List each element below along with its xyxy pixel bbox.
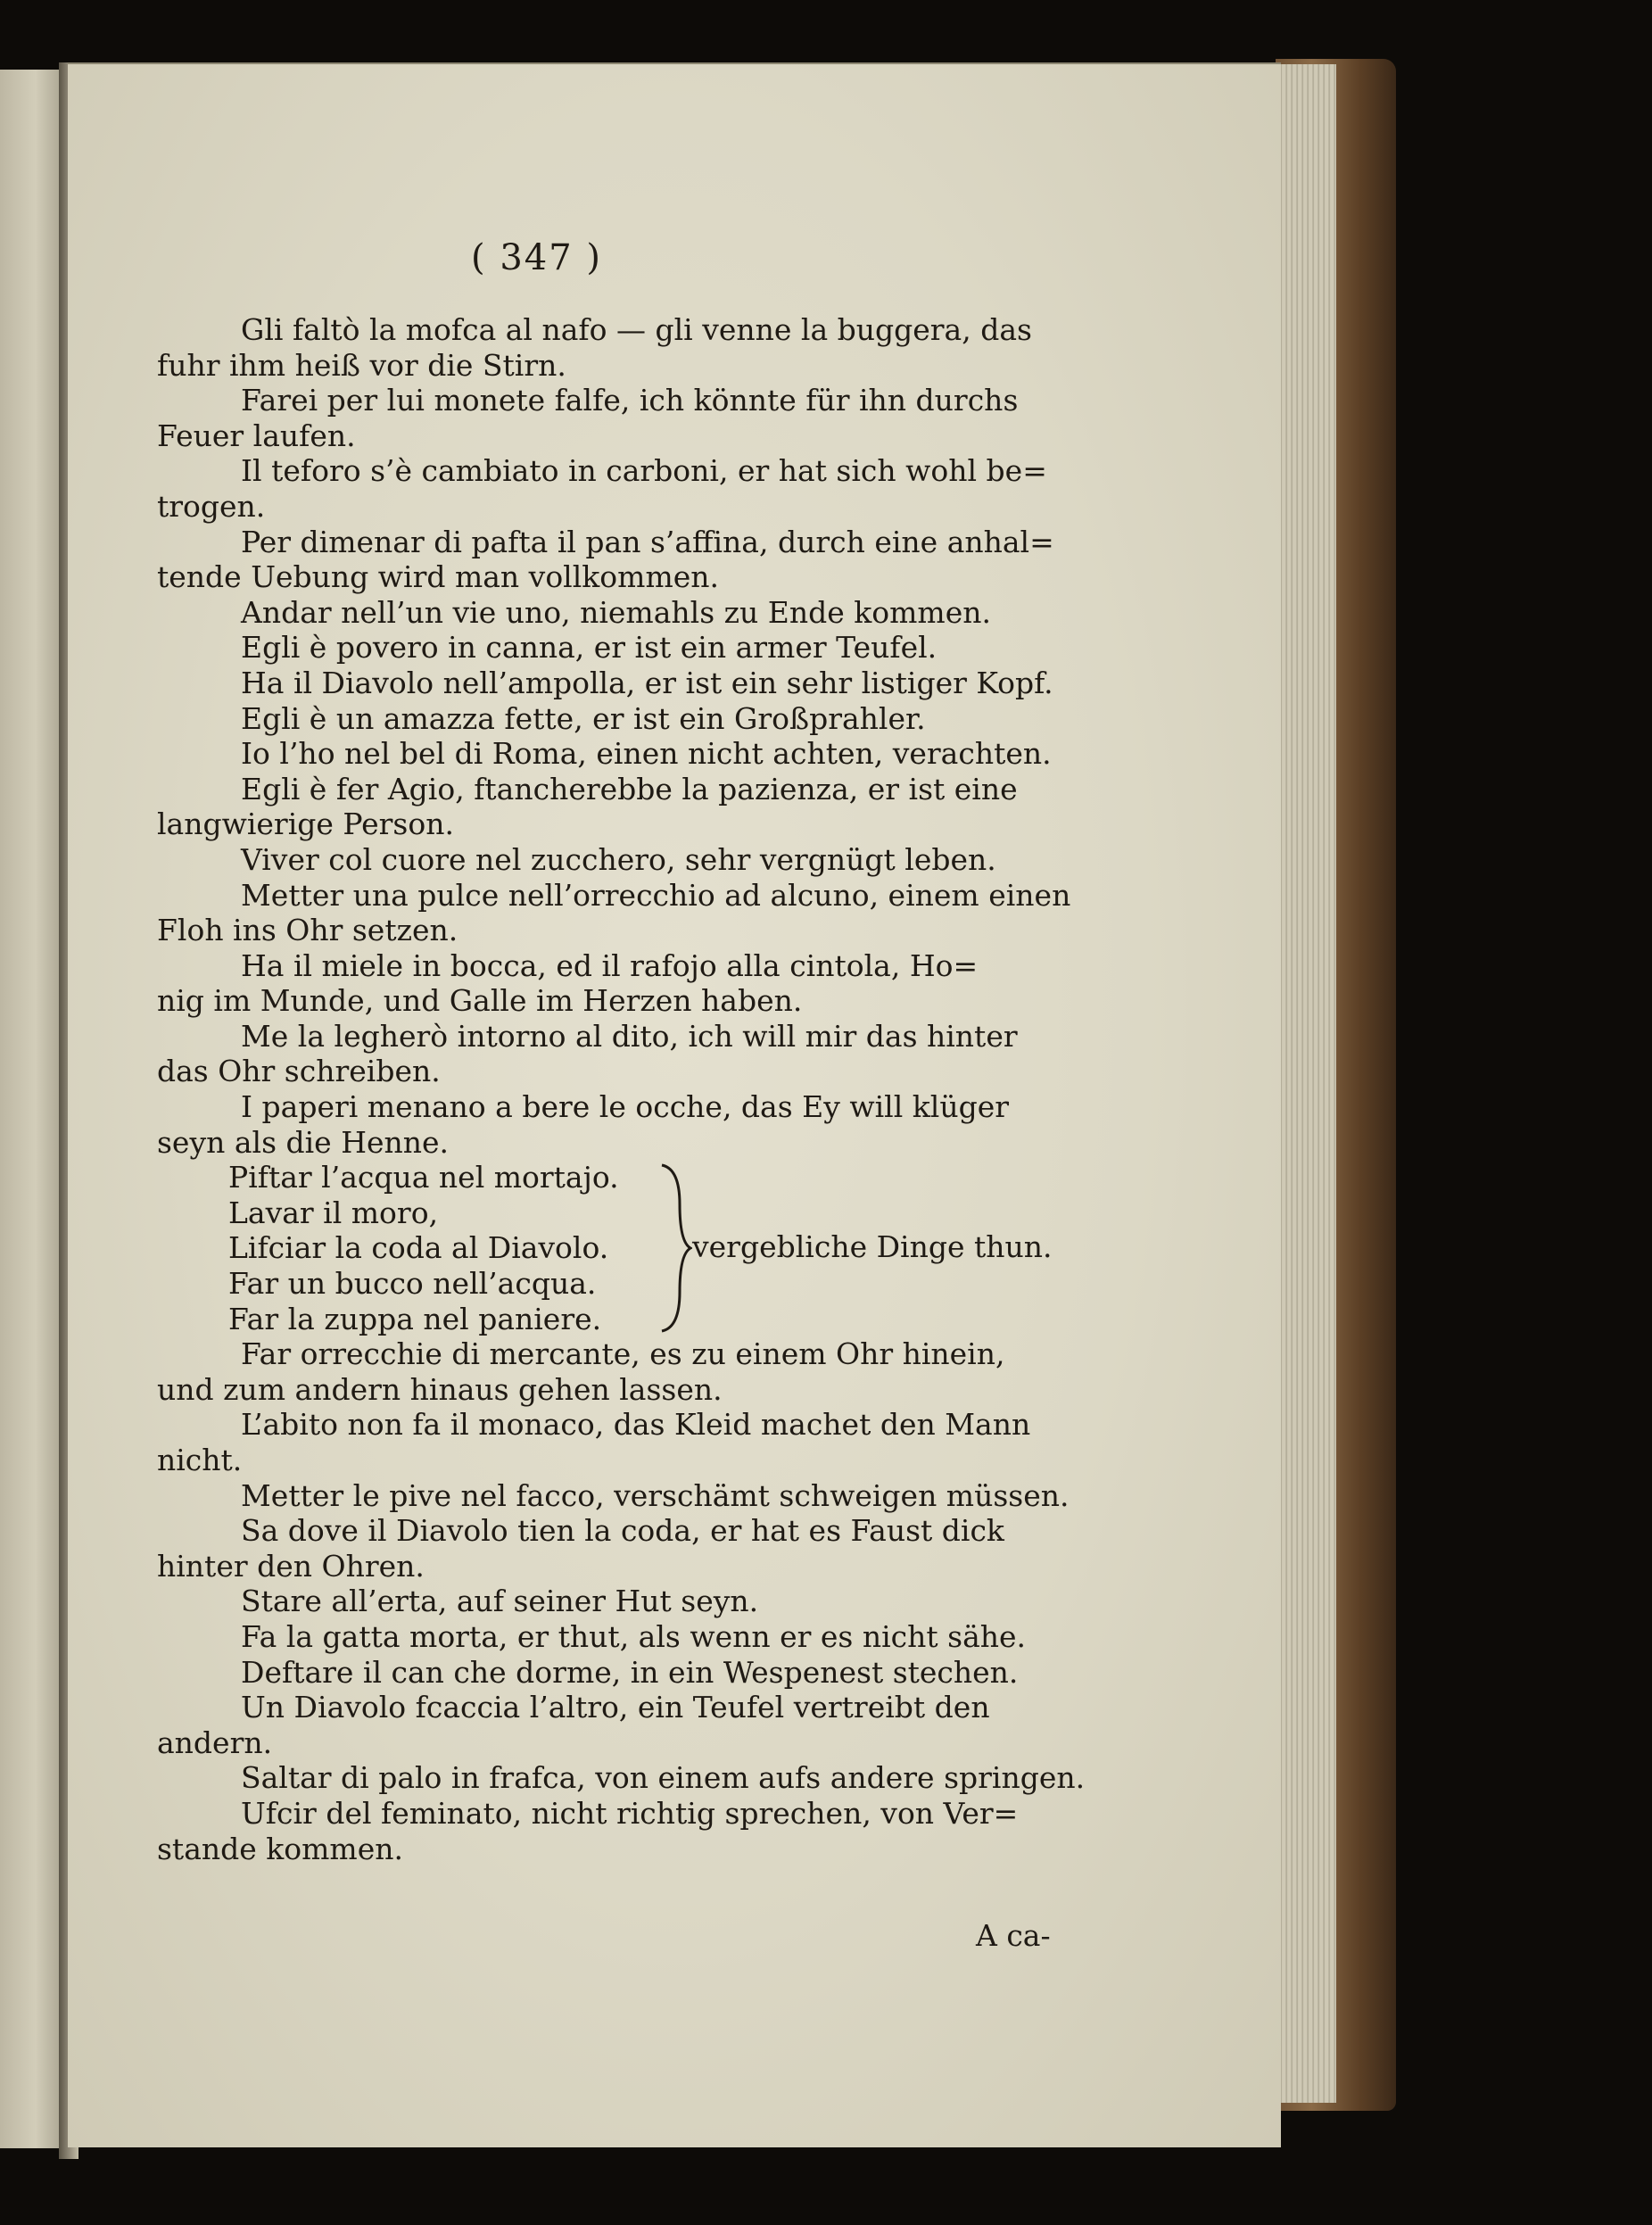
proverb-line: Andar nell’un vie uno, niemahls zu Ende kommen. [241, 594, 991, 630]
proverb-continuation: hinter den Ohren. [157, 1548, 425, 1584]
proverb-continuation: und zum andern hinaus gehen lassen. [157, 1371, 723, 1407]
proverb-entry [157, 1760, 1086, 1796]
proverb-list-continued [157, 1336, 1086, 1866]
proverb-entry [157, 525, 1071, 595]
right-brace [657, 1160, 692, 1336]
brace-item: Far un bucco nell’acqua. [228, 1266, 597, 1302]
proverb-line: Egli è povero in canna, er ist ein armer Teufel. [241, 630, 938, 666]
proverb-line: Gli faltò la mofca al nafo — gli venne la buggera, das [241, 312, 1032, 347]
brace-item: Far la zuppa nel paniere. [228, 1301, 602, 1336]
proverb-continuation: andern. [157, 1725, 273, 1760]
proverb-entry [157, 736, 1071, 772]
proverb-continuation: Feuer laufen. [157, 418, 356, 453]
page-number-header: ( 347 ) [471, 237, 602, 278]
proverb-entry [157, 1478, 1071, 1514]
proverb-line: Metter una pulce nell’orrecchio ad alcuno, einem einen [241, 877, 1071, 913]
proverb-continuation: nicht. [157, 1443, 243, 1478]
brace-item: Lavar il moro, [228, 1195, 439, 1230]
proverb-line: Il teforo s’è cambiato in carboni, er hat sich wohl be= [241, 453, 1047, 489]
proverb-entry [157, 948, 1071, 1019]
proverb-continuation: seyn als die Henne. [157, 1124, 450, 1160]
proverb-entry [157, 1796, 1071, 1866]
proverb-entry [157, 878, 1071, 948]
proverb-line: Metter le pive nel facco, verschämt schweigen müssen. [241, 1477, 1070, 1513]
proverb-line: Un Diavolo fcaccia l’altro, ein Teufel vertreibt den [241, 1690, 990, 1725]
proverb-line: Sa dove il Diavolo tien la coda, er hat es Faust dick [241, 1513, 1004, 1549]
proverb-line: Saltar di palo in frafca, von einem aufs andere springen. [241, 1760, 1086, 1796]
proverb-entry [157, 1513, 1071, 1584]
brace-group [157, 1160, 1071, 1336]
proverb-continuation: das Ohr schreiben. [157, 1054, 441, 1089]
proverb-continuation: fuhr ihm heiß vor die Stirn. [157, 347, 566, 383]
proverb-line: I paperi menano a bere le ocche, das Ey will klüger [241, 1089, 1010, 1125]
proverb-continuation: trogen. [157, 488, 266, 524]
proverb-line: Fa la gatta morta, er thut, als wenn er es nicht sähe. [241, 1619, 1027, 1654]
proverb-entry [157, 1336, 1071, 1407]
proverb-line: Egli è un amazza fette, er ist ein Großprahler. [241, 700, 926, 736]
proverb-continuation: langwierige Person. [157, 806, 454, 842]
proverb-continuation: tende Uebung wird man vollkommen. [157, 559, 720, 595]
brace-item: Piftar l’acqua nel mortajo. [228, 1160, 619, 1195]
proverb-entry [157, 453, 1071, 524]
proverb-entry [157, 1019, 1071, 1089]
proverb-continuation: stande kommen. [157, 1831, 403, 1866]
proverb-entry [157, 701, 1071, 737]
proverb-line: Egli è fer Agio, ftancherebbe la pazienza, er ist eine [241, 771, 1018, 806]
proverb-entry [157, 1619, 1071, 1655]
proverb-line: Stare all’erta, auf seiner Hut seyn. [241, 1584, 759, 1619]
proverb-entry [157, 595, 1071, 631]
proverb-entry [157, 1584, 1071, 1619]
proverb-line: Per dimenar di pafta il pan s’affina, durch eine anhal= [241, 524, 1054, 559]
proverb-line: Ha il Diavolo nell’ampolla, er ist ein sehr listiger Kopf. [241, 665, 1053, 700]
proverb-entry [157, 312, 1071, 383]
proverb-entry [157, 842, 1071, 878]
proverb-entry [157, 772, 1071, 842]
proverb-entry [157, 1690, 1071, 1760]
catchword: A ca- [976, 1918, 1051, 1953]
page-text [157, 312, 1086, 1866]
proverb-line: L’abito non fa il monaco, das Kleid machet den Mann [241, 1407, 1031, 1443]
proverb-entry [157, 630, 1071, 666]
brace-result: vergebliche Dinge thun. [692, 1229, 1053, 1265]
proverb-entry [157, 1089, 1071, 1160]
proverb-line: Io l’ho nel bel di Roma, einen nicht achten, verachten. [241, 736, 1052, 772]
proverb-line: Ha il miele in bocca, ed il rafojo alla cintola, Ho= [241, 947, 979, 983]
left-page-edge [0, 70, 64, 2148]
proverb-line: Deftare il can che dorme, in ein Wespenest stechen. [241, 1654, 1019, 1690]
proverb-continuation: Floh ins Ohr setzen. [157, 913, 458, 948]
proverb-entry [157, 1655, 1071, 1691]
proverb-line: Ufcir del feminato, nicht richtig sprechen, von Ver= [241, 1795, 1019, 1831]
proverb-list [157, 312, 1071, 1160]
proverb-entry [157, 1407, 1071, 1477]
proverb-continuation: nig im Munde, und Galle im Herzen haben. [157, 983, 803, 1019]
proverb-line: Me la legherò intorno al dito, ich will mir das hinter [241, 1018, 1018, 1054]
brace-item: Lifciar la coda al Diavolo. [228, 1230, 609, 1266]
proverb-line: Viver col cuore nel zucchero, sehr vergnügt leben. [241, 841, 996, 877]
proverb-line: Farei per lui monete falfe, ich könnte für ihn durchs [241, 383, 1019, 418]
proverb-entry [157, 666, 1071, 701]
proverb-line: Far orrecchie di mercante, es zu einem Ohr hinein, [241, 1336, 1005, 1372]
proverb-entry [157, 383, 1071, 453]
